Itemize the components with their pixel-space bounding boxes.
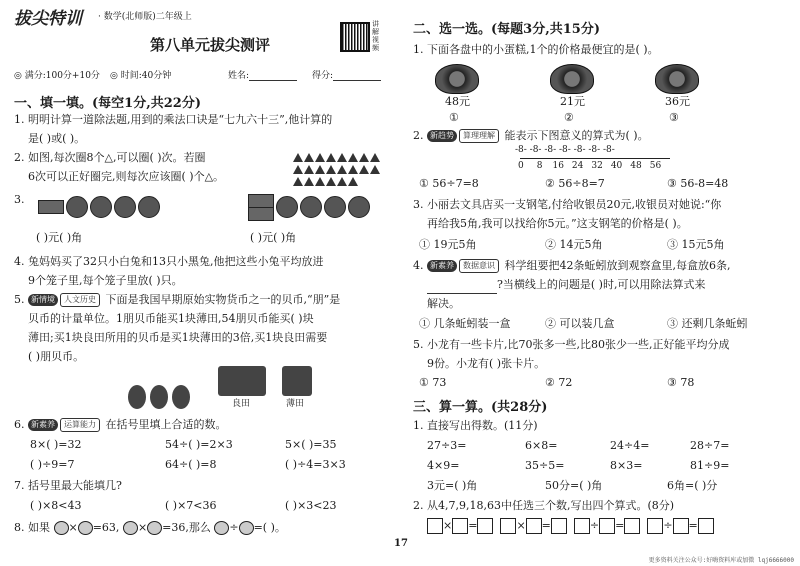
r4-number: 4. bbox=[413, 259, 424, 272]
question-2 bbox=[14, 148, 224, 186]
option[interactable]: ② 14元5角 bbox=[545, 238, 603, 251]
calc-item[interactable]: 6×8= bbox=[525, 439, 558, 452]
name-field bbox=[228, 68, 297, 81]
option[interactable]: ② 56÷8=7 bbox=[545, 177, 605, 190]
option[interactable]: ① 56÷7=8 bbox=[419, 177, 479, 190]
score-field bbox=[312, 68, 381, 81]
q6-item[interactable]: ( )÷9=7 bbox=[30, 458, 75, 471]
r3-line1: 3. 小丽去文具店买一支钢笔,付给收银员20元,收银员对她说:“你 bbox=[413, 198, 722, 211]
q5-line1: 下面是我国早期原始实物货币之一的贝币,“朋”是 bbox=[105, 293, 341, 306]
tag-reasoning: 算理理解 bbox=[459, 129, 499, 143]
q7-item[interactable]: ( )×3<23 bbox=[285, 499, 337, 512]
calc-item[interactable]: 27÷3= bbox=[427, 439, 467, 452]
name-input-line[interactable] bbox=[249, 70, 297, 81]
question-6 bbox=[14, 415, 227, 434]
option[interactable]: ① 73 bbox=[419, 376, 447, 389]
time-limit: ◎ 时间:40分钟 bbox=[110, 71, 172, 81]
r2-text: 能表示下图意义的算式为( )。 bbox=[504, 129, 649, 142]
page-number: 17 bbox=[394, 538, 408, 549]
calc-item[interactable]: 35÷5= bbox=[525, 459, 565, 472]
option[interactable]: ② bbox=[564, 111, 574, 124]
brand-logo: 拔尖特训 bbox=[14, 9, 82, 29]
footer-note: 更多资料关注公众号:好嗨资料库或加微 lqj6666000 bbox=[648, 557, 794, 564]
option[interactable]: ① bbox=[449, 111, 459, 124]
q6-text: 在括号里填上合适的数。 bbox=[105, 418, 227, 431]
calc-item[interactable]: 6角=( )分 bbox=[667, 479, 718, 492]
calc-item[interactable]: 8×3= bbox=[610, 459, 643, 472]
section-2-title: 二、选一选。(每题3分,共15分) bbox=[413, 22, 600, 37]
question-4 bbox=[14, 252, 323, 290]
dog-icon bbox=[147, 521, 162, 535]
q5-number: 5. bbox=[14, 293, 25, 306]
option[interactable]: ③ 78 bbox=[667, 376, 695, 389]
q7-item[interactable]: ( )×8<43 bbox=[30, 499, 82, 512]
tick-label: 40 bbox=[610, 161, 623, 171]
option[interactable]: ③ 56-8=48 bbox=[667, 177, 729, 190]
calc-2: 2. 从4,7,9,18,63中任选三个数,写出四个算式。(8分) bbox=[413, 499, 675, 512]
thin-field-caption: 薄田 bbox=[286, 399, 305, 409]
calc-item[interactable]: 28÷7= bbox=[690, 439, 730, 452]
q8-eq2: =36,那么 bbox=[162, 521, 211, 534]
q7-item[interactable]: ( )×7<36 bbox=[165, 499, 217, 512]
r4-line1: 科学组要把42条蚯蚓放到观察盒里,每盒放6条, bbox=[504, 259, 731, 272]
q1-line1: 1. 明明计算一道除法题,用到的乘法口诀是“七九六十三”,他计算的 bbox=[14, 113, 333, 126]
calc-item[interactable]: 81÷9= bbox=[690, 459, 730, 472]
q2-line2: 6次可以正好圈完,则每次应该圈( )个△。 bbox=[28, 170, 225, 183]
question-7: 7. 括号里最大能填几? bbox=[14, 479, 122, 492]
tick-label: 24 bbox=[571, 161, 584, 171]
tag-data-awareness: 数据意识 bbox=[459, 259, 499, 273]
q2-line1: 2. 如图,每次圈8个△,可以圈( )次。若圈 bbox=[14, 151, 206, 164]
number-line bbox=[520, 158, 670, 159]
cake-price: 36元 bbox=[665, 95, 690, 108]
q5-line3: 薄田;买1块良田所用的贝币是买1块薄田的3倍,买1块良田需要 bbox=[28, 331, 328, 344]
q3-answer-b[interactable]: ( )元( )角 bbox=[250, 231, 297, 244]
option[interactable]: ① 19元5角 bbox=[419, 238, 477, 251]
option[interactable]: ③ bbox=[669, 111, 679, 124]
dog-icon bbox=[78, 521, 93, 535]
calc-item[interactable]: 3元=( )角 bbox=[427, 479, 478, 492]
section-1-title: 一、填一填。(每空1分,共22分) bbox=[14, 96, 201, 111]
tick-label: 48 bbox=[630, 161, 642, 171]
subject-label: · 数学(北师版)二年级上 bbox=[98, 12, 192, 22]
r4-line3: 解决。 bbox=[427, 297, 460, 310]
r4-blank-line[interactable] bbox=[427, 283, 497, 294]
tag-computation: 运算能力 bbox=[60, 418, 100, 432]
calc-item[interactable]: 4×9= bbox=[427, 459, 460, 472]
cake-price: 21元 bbox=[560, 95, 585, 108]
number-line-jumps: -8- -8- -8- -8- -8- -8- -8- bbox=[515, 145, 615, 155]
question-3: 3. bbox=[14, 193, 25, 206]
thin-field-image bbox=[282, 366, 312, 396]
panda-icon bbox=[54, 521, 69, 535]
option[interactable]: ③ 15元5角 bbox=[667, 238, 725, 251]
q3-answer-a[interactable]: ( )元( )角 bbox=[36, 231, 83, 244]
q6-item[interactable]: 5×( )=35 bbox=[285, 438, 337, 451]
q4-line2: 9个笼子里,每个笼子里放( )只。 bbox=[28, 274, 183, 287]
cake-price: 48元 bbox=[445, 95, 470, 108]
tick-label: 56 bbox=[649, 161, 662, 171]
page-title: 第八单元拔尖测评 bbox=[150, 36, 271, 54]
cake-plate-1-image bbox=[435, 64, 479, 94]
question-1 bbox=[14, 110, 332, 148]
option[interactable]: ③ 还剩几条蚯蚓 bbox=[667, 317, 748, 330]
tick-label: 16 bbox=[552, 161, 564, 171]
panda-icon bbox=[214, 521, 229, 535]
q5-line4: ( )朋贝币。 bbox=[28, 350, 85, 363]
good-field-caption: 良田 bbox=[232, 399, 251, 409]
name-label: 姓名: bbox=[228, 71, 250, 81]
choice-4 bbox=[413, 256, 731, 313]
tag-humanities: 人文历史 bbox=[60, 293, 100, 307]
full-score: ◎ 满分:100分+10分 bbox=[14, 71, 100, 81]
tag-new-literacy: 新素养 bbox=[28, 419, 58, 431]
question-8: 8. 如果 × =63, × =36,那么 ÷ =( )。 bbox=[14, 521, 286, 534]
choice-5 bbox=[413, 335, 729, 373]
score-label: 得分: bbox=[312, 71, 334, 81]
q5-line2: 贝币的计量单位。1朋贝币能买1块薄田,54朋贝币能买( )块 bbox=[28, 312, 314, 325]
choice-3 bbox=[413, 195, 721, 233]
calc-item[interactable]: 24÷4= bbox=[610, 439, 650, 452]
dog-icon bbox=[123, 521, 138, 535]
score-input-line[interactable] bbox=[333, 70, 381, 81]
tag-new-trend: 新趋势 bbox=[427, 130, 457, 142]
q6-item[interactable]: 8×( )=32 bbox=[30, 438, 82, 451]
r5-line1: 5. 小龙有一些卡片,比70张多一些,比80张少一些,正好能平均分成 bbox=[413, 338, 730, 351]
number-line-labels bbox=[518, 160, 661, 172]
cake-plate-2-image bbox=[550, 64, 594, 94]
q6-item[interactable]: 54÷( )=2×3 bbox=[165, 438, 233, 451]
qr-caption: 讲解视频 bbox=[372, 20, 379, 52]
q4-line1: 4. 兔妈妈买了32只小白兔和13只小黑兔,他把这些小兔平均放进 bbox=[14, 255, 324, 268]
calc-1: 1. 直接写出得数。(11分) bbox=[413, 419, 538, 432]
cake-plate-3-image bbox=[655, 64, 699, 94]
question-5 bbox=[14, 290, 340, 366]
tag-new-context: 新情境 bbox=[28, 294, 58, 306]
q8-lead: 8. 如果 bbox=[14, 521, 50, 534]
q8-answer[interactable]: =( )。 bbox=[253, 521, 286, 534]
good-field-image bbox=[218, 366, 266, 396]
calc-item[interactable]: 50分=( )角 bbox=[545, 479, 603, 492]
r4-line2: ?当横线上的问题是( )时,可以用除法算式来 bbox=[497, 278, 706, 291]
tick-label: 0 bbox=[518, 161, 524, 171]
q8-eq1: =63, bbox=[92, 521, 120, 534]
formula-boxes[interactable]: × = × = ÷ = ÷ = bbox=[427, 516, 714, 535]
q1-line2: 是( )或( )。 bbox=[28, 132, 86, 145]
r2-number: 2. bbox=[413, 129, 424, 142]
section-3-title: 三、算一算。(共28分) bbox=[413, 400, 548, 415]
q6-item[interactable]: 64÷( )=8 bbox=[165, 458, 217, 471]
q6-number: 6. bbox=[14, 418, 25, 431]
tick-label: 8 bbox=[536, 161, 543, 171]
option[interactable]: ② 72 bbox=[545, 376, 573, 389]
r5-line2: 9份。小龙有( )张卡片。 bbox=[427, 357, 546, 370]
tag-new-literacy: 新素养 bbox=[427, 260, 457, 272]
dog-icon bbox=[239, 521, 254, 535]
option[interactable]: ① 几条蚯蚓装一盒 bbox=[419, 317, 511, 330]
choice-2 bbox=[413, 126, 649, 145]
qr-code-icon[interactable] bbox=[340, 22, 370, 52]
option[interactable]: ② 可以装几盒 bbox=[545, 317, 615, 330]
q6-item[interactable]: ( )÷4=3×3 bbox=[285, 458, 346, 471]
tick-label: 32 bbox=[591, 161, 603, 171]
r3-line2: 再给我5角,我可以找给你5元。”这支钢笔的价格是( )。 bbox=[427, 217, 688, 230]
choice-1: 1. 下面各盘中的小蛋糕,1个的价格最便宜的是( )。 bbox=[413, 43, 659, 56]
